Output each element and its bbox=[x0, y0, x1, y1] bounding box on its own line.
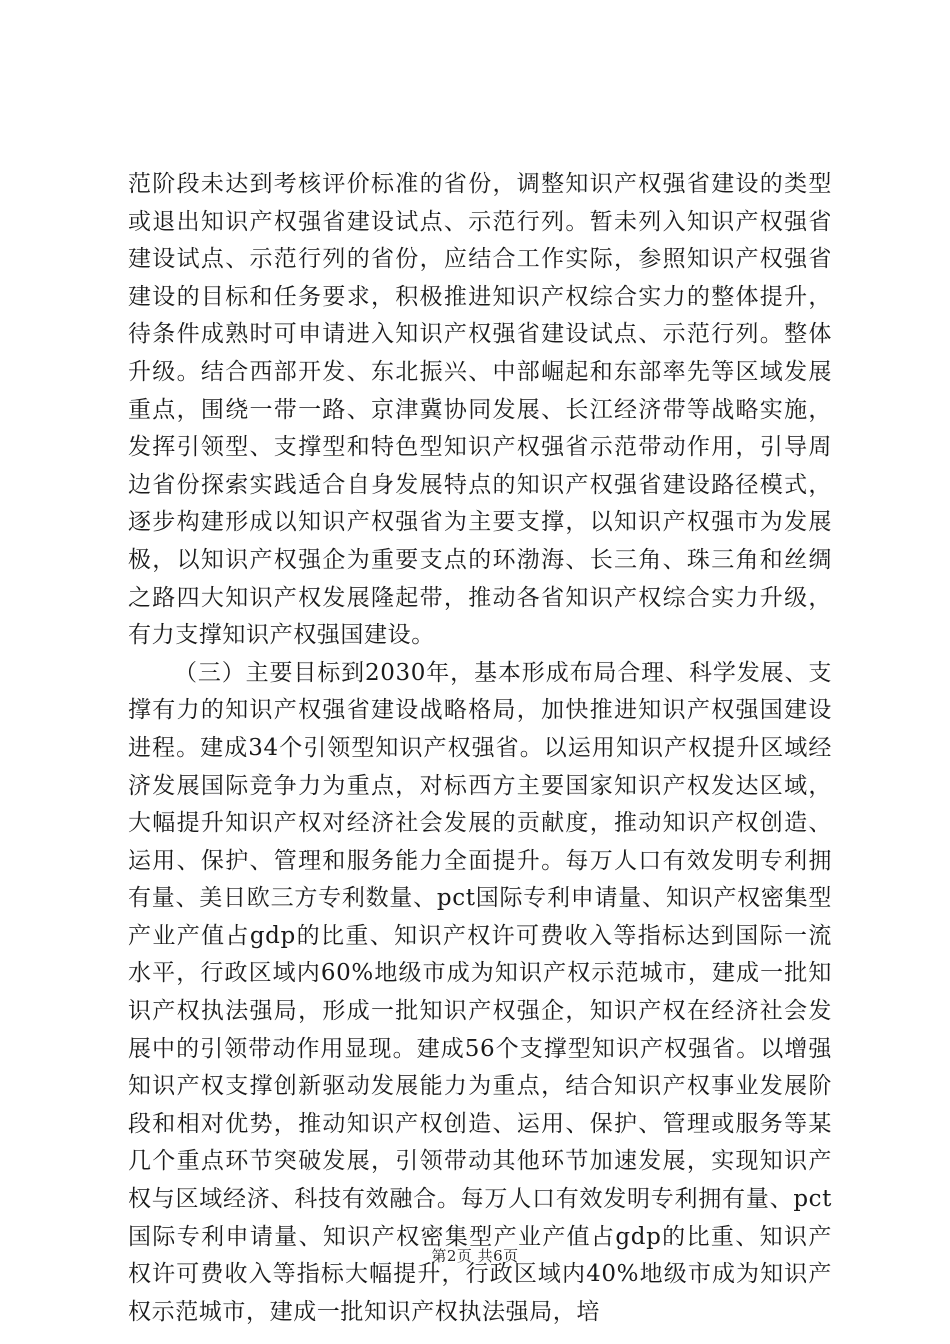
paragraph-1: 范阶段未达到考核评价标准的省份，调整知识产权强省建设的类型或退出知识产权强省建设试点、示范行列。暂未列入知识产权强省建设试点、示范行列的省份，应结合工作实际，参照知识产权强省建设的目标和任务要求，积极推进知识产权综合实力的整体提升，待条件成熟时可申请进入知识产权强省建设试点、示范行列。整体升级。结合西部开发、东北振兴、中部崛起和东部率先等区域发展重点，围绕一带一路、京津冀协同发展、长江经济带等战略实施，发挥引领型、支撑型和特色型知识产权强省示范带动作用，引导周边省份探索实践适合自身发展特点的知识产权强省建设路径模式，逐步构建形成以知识产权强省为主要支撑，以知识产权强市为发展极，以知识产权强企为重要支点的环渤海、长三角、珠三角和丝绸之路四大知识产权发展隆起带，推动各省知识产权综合实力升级，有力支撑知识产权强国建设。 bbox=[128, 171, 832, 649]
paragraph-2: （三）主要目标到2030年，基本形成布局合理、科学发展、支撑有力的知识产权强省建设战略格局，加快推进知识产权强国建设进程。建成34个引领型知识产权强省。以运用知识产权提升区域经济发展国际竞争力为重点，对标西方主要国家知识产权发达区域，大幅提升知识产权对经济社会发展的贡献度，推动知识产权创造、运用、保护、管理和服务能力全面提升。每万人口有效发明专利拥有量、美日欧三方专利数量、pct国际专利申请量、知识产权密集型产业产值占gdp的比重、知识产权许可费收入等指标达到国际一流水平，行政区域内60%地级市成为知识产权示范城市，建成一批知识产权执法强局，形成一批知识产权强企，知识产权在经济社会发展中的引领带动作用显现。建成56个支撑型知识产权强省。以增强知识产权支撑创新驱动发展能力为重点，结合知识产权事业发展阶段和相对优势，推动知识产权创造、运用、保护、管理或服务等某几个重点环节突破发展，引领带动其他环节加速发展，实现知识产权与区域经济、科技有效融合。每万人口有效发明专利拥有量、pct国际专利申请量、知识产权密集型产业产值占gdp的比重、知识产权许可费收入等指标大幅提升，行政区域内40%地级市成为知识产权示范城市，建成一批知识产权执法强局，培 bbox=[128, 659, 832, 1325]
page-number-footer: 第2页 共6页 bbox=[431, 1247, 519, 1265]
document-body bbox=[128, 166, 832, 1331]
